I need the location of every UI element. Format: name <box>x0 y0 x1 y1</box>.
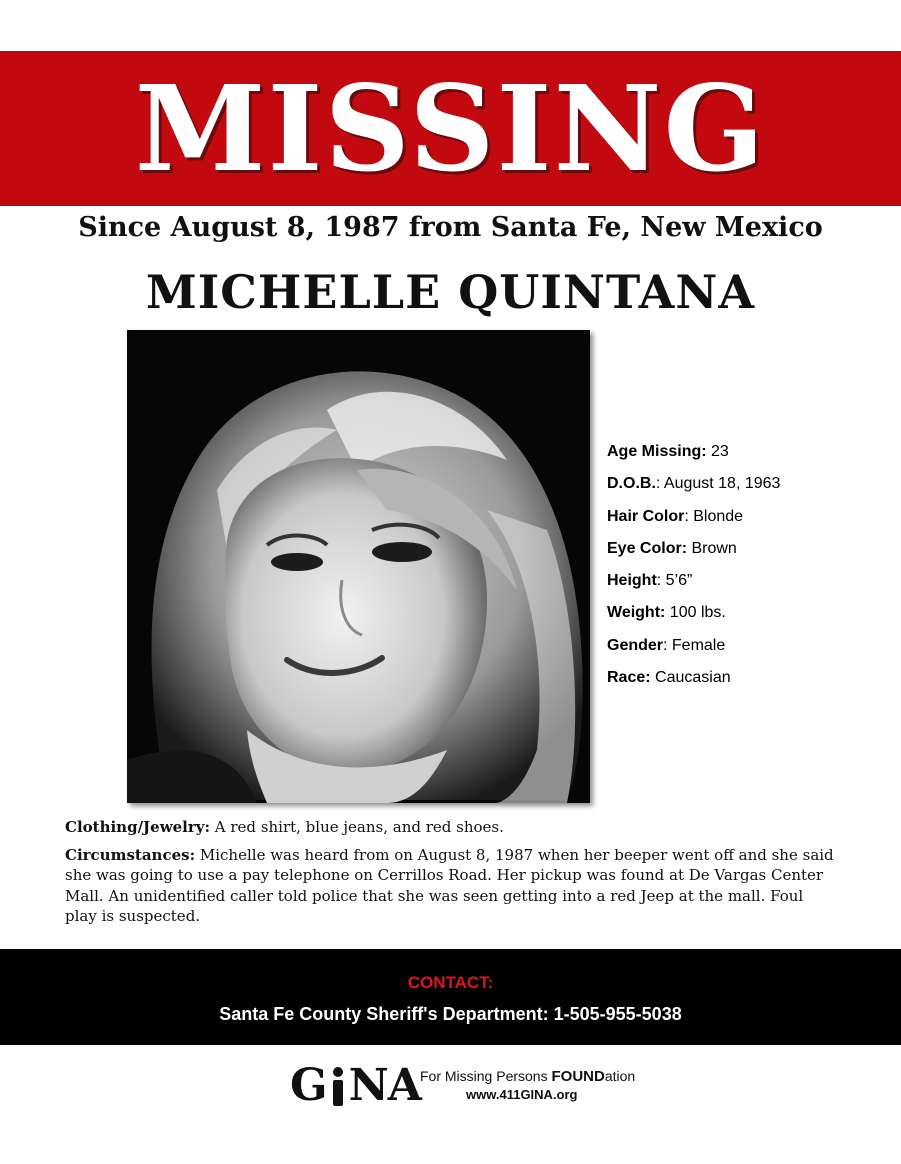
fact-label: Gender <box>607 636 664 654</box>
fact-value: 23 <box>706 443 729 460</box>
fact-value: : Female <box>663 636 726 654</box>
fact-value: : 5’6” <box>656 572 693 590</box>
fact-gender <box>607 632 892 664</box>
fact-value: : August 18, 1963 <box>655 475 781 493</box>
fact-label: Age Missing: <box>607 443 707 460</box>
person-name: MICHELLE QUINTANA <box>145 265 756 319</box>
circumstances-paragraph <box>65 845 835 927</box>
fact-hair-color <box>607 503 892 535</box>
fact-label: D.O.B. <box>607 475 656 493</box>
clothing-text: A red shirt, blue jeans, and red shoes. <box>210 818 504 836</box>
fact-label: Hair Color <box>607 507 685 525</box>
clothing-label: Clothing/Jewelry: <box>65 818 210 836</box>
circumstances-label: Circumstances: <box>65 845 196 864</box>
contact-title: CONTACT: <box>407 973 494 992</box>
fact-age-missing <box>607 438 892 470</box>
fact-race <box>607 664 892 696</box>
tagline-pre: For Missing Persons <box>420 1068 552 1084</box>
contact-phone-line: Santa Fe County Sheriff's Department: 1-505-955-5038 <box>219 1004 682 1024</box>
fact-label: Eye Color: <box>607 539 688 557</box>
fact-value: Caucasian <box>650 669 731 687</box>
fact-height <box>607 567 892 599</box>
contact-section <box>0 949 901 1045</box>
fact-eye-color <box>607 535 892 567</box>
missing-title: MISSING <box>134 59 767 198</box>
fact-value: Brown <box>687 539 737 557</box>
fact-label: Weight: <box>607 604 666 622</box>
case-description <box>65 817 835 934</box>
person-facts <box>607 438 892 696</box>
tagline-post: ation <box>604 1068 636 1084</box>
gina-logo <box>290 1060 421 1112</box>
gina-footer <box>290 1060 650 1120</box>
fact-value: : Blonde <box>684 507 744 525</box>
fact-label: Height <box>607 572 657 590</box>
person-photo <box>127 330 590 803</box>
clothing-paragraph <box>65 817 835 838</box>
tagline-found: FOUND <box>551 1068 605 1085</box>
gina-website: www.411GINA.org <box>466 1087 578 1102</box>
logo-letters-na: NA <box>348 1060 421 1111</box>
gina-tagline <box>420 1068 635 1085</box>
person-figure-icon <box>327 1066 349 1106</box>
portrait-image <box>127 330 590 803</box>
fact-value: 100 lbs. <box>665 604 726 622</box>
circumstances-text: Michelle was heard from on August 8, 1987 when her beeper went off and she said she was going to use a pay telephone on Cerrillos Road. Her pickup was found at De Vargas Center Mall. An unidentified caller told police that she was seen getting into a red Jeep at the mall. Foul play is suspected. <box>65 845 834 925</box>
fact-label: Race: <box>607 669 651 687</box>
missing-banner <box>0 51 901 206</box>
missing-since-line: Since August 8, 1987 from Santa Fe, New Mexico <box>78 212 823 243</box>
logo-letter-g: G <box>290 1060 327 1111</box>
fact-weight <box>607 599 892 631</box>
fact-dob <box>607 470 892 502</box>
